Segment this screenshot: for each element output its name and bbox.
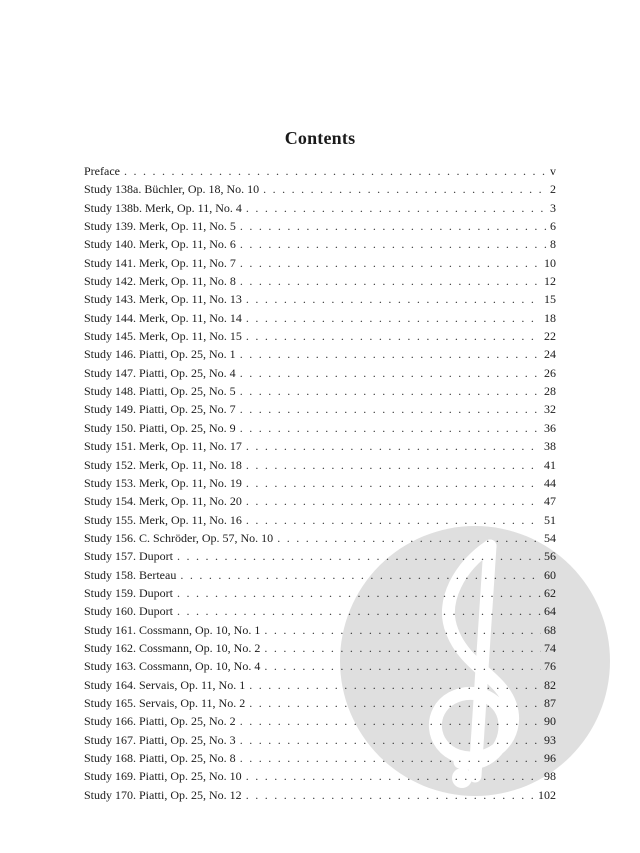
toc-entry bbox=[84, 511, 556, 529]
toc-entry-page-number: 74 bbox=[544, 640, 556, 655]
toc-entry-title: Study 147. Piatti, Op. 25, No. 4 bbox=[84, 365, 236, 380]
toc-entry-page-number: 32 bbox=[544, 402, 556, 417]
toc-entry-title: Study 138b. Merk, Op. 11, No. 4 bbox=[84, 200, 242, 215]
toc-entry-title: Study 142. Merk, Op. 11, No. 8 bbox=[84, 274, 236, 289]
toc-entry-title: Study 163. Cossmann, Op. 10, No. 4 bbox=[84, 659, 261, 674]
toc-entry-title: Study 151. Merk, Op. 11, No. 17 bbox=[84, 439, 242, 454]
dot-leader bbox=[264, 657, 541, 675]
toc-entry-page-number: 60 bbox=[544, 567, 556, 582]
toc-entry bbox=[84, 199, 556, 217]
dot-leader bbox=[177, 584, 541, 602]
toc-entry-page-number: 22 bbox=[544, 329, 556, 344]
dot-leader bbox=[240, 749, 541, 767]
toc-entry-page-number: 38 bbox=[544, 439, 556, 454]
toc-entry-page-number: 102 bbox=[538, 787, 556, 802]
toc-entry bbox=[84, 731, 556, 749]
toc-entry-page-number: 15 bbox=[544, 292, 556, 307]
dot-leader bbox=[264, 621, 541, 639]
toc-entry bbox=[84, 272, 556, 290]
toc-entry-page-number: 90 bbox=[544, 714, 556, 729]
toc-entry-page-number: 12 bbox=[544, 274, 556, 289]
dot-leader bbox=[246, 786, 535, 804]
dot-leader bbox=[249, 676, 541, 694]
dot-leader bbox=[240, 382, 541, 400]
toc-entry bbox=[84, 456, 556, 474]
toc-entry bbox=[84, 437, 556, 455]
toc-entry bbox=[84, 621, 556, 639]
toc-entry bbox=[84, 676, 556, 694]
toc-entry-title: Study 168. Piatti, Op. 25, No. 8 bbox=[84, 751, 236, 765]
toc-entry-page-number: 28 bbox=[544, 384, 556, 399]
toc-entry-title: Study 146. Piatti, Op. 25, No. 1 bbox=[84, 347, 236, 362]
toc-entry-page-number: 64 bbox=[544, 604, 556, 619]
page-title: Contents bbox=[284, 128, 356, 149]
toc-entry bbox=[84, 162, 556, 180]
toc-entry bbox=[84, 180, 556, 198]
dot-leader bbox=[240, 731, 541, 749]
dot-leader bbox=[246, 456, 541, 474]
dot-leader bbox=[246, 767, 541, 785]
toc-entry bbox=[84, 217, 556, 235]
dot-leader bbox=[240, 345, 541, 363]
toc-entry bbox=[84, 657, 556, 675]
toc-entry bbox=[84, 584, 556, 602]
toc-entry-page-number: 62 bbox=[544, 585, 556, 600]
dot-leader bbox=[240, 364, 541, 382]
toc-entry bbox=[84, 566, 556, 584]
toc-entry-page-number: 3 bbox=[550, 200, 556, 215]
toc-entry-page-number: 87 bbox=[544, 695, 556, 710]
toc-entry-title: Study 167. Piatti, Op. 25, No. 3 bbox=[84, 732, 236, 747]
toc-entry-page-number: 51 bbox=[544, 512, 556, 527]
toc-entry bbox=[84, 419, 556, 437]
toc-entry-title: Study 165. Servais, Op. 11, No. 2 bbox=[84, 695, 246, 710]
toc-entry-page-number: 10 bbox=[544, 255, 556, 270]
toc-entry-page-number: 96 bbox=[544, 751, 556, 765]
toc-entry-title: Study 141. Merk, Op. 11, No. 7 bbox=[84, 255, 236, 270]
toc-entry-page-number: 54 bbox=[544, 530, 556, 545]
toc-entry-page-number: 18 bbox=[544, 310, 556, 325]
toc-entry-title: Study 162. Cossmann, Op. 10, No. 2 bbox=[84, 640, 261, 655]
toc-entry bbox=[84, 327, 556, 345]
toc-entry-title: Study 155. Merk, Op. 11, No. 16 bbox=[84, 512, 242, 527]
dot-leader bbox=[246, 199, 547, 217]
toc-entry bbox=[84, 639, 556, 657]
toc-entry-page-number: 93 bbox=[544, 732, 556, 747]
toc-entry-title: Study 154. Merk, Op. 11, No. 20 bbox=[84, 494, 242, 509]
toc-entry-title: Study 156. C. Schröder, Op. 57, No. 10 bbox=[84, 530, 274, 545]
dot-leader bbox=[246, 327, 541, 345]
dot-leader bbox=[246, 309, 541, 327]
toc-entry-title: Study 148. Piatti, Op. 25, No. 5 bbox=[84, 384, 236, 399]
dot-leader bbox=[246, 290, 541, 308]
toc-entry-title: Study 140. Merk, Op. 11, No. 6 bbox=[84, 237, 236, 252]
toc-entry-title: Study 152. Merk, Op. 11, No. 18 bbox=[84, 457, 242, 472]
toc-entry-title: Study 160. Duport bbox=[84, 604, 174, 619]
toc-entry-page-number: 8 bbox=[550, 237, 556, 252]
toc-entry-title: Study 139. Merk, Op. 11, No. 5 bbox=[84, 219, 236, 234]
dot-leader bbox=[246, 437, 541, 455]
toc-entry-title: Study 158. Berteau bbox=[84, 567, 177, 582]
toc-entry bbox=[84, 309, 556, 327]
dot-leader bbox=[277, 529, 541, 547]
toc-entry-title: Study 143. Merk, Op. 11, No. 13 bbox=[84, 292, 242, 307]
dot-leader bbox=[240, 217, 547, 235]
toc-entry-title: Study 170. Piatti, Op. 25, No. 12 bbox=[84, 787, 242, 802]
toc-entry-page-number: 41 bbox=[544, 457, 556, 472]
toc-entry-page-number: 44 bbox=[544, 475, 556, 490]
dot-leader bbox=[240, 235, 547, 253]
toc-entry-page-number: 76 bbox=[544, 659, 556, 674]
dot-leader bbox=[246, 511, 541, 529]
dot-leader bbox=[264, 639, 541, 657]
toc-entry-title: Study 145. Merk, Op. 11, No. 15 bbox=[84, 329, 242, 344]
toc-entry-page-number: 6 bbox=[550, 219, 556, 234]
dot-leader bbox=[263, 180, 547, 198]
dot-leader bbox=[124, 162, 547, 180]
toc-entry bbox=[84, 547, 556, 565]
toc-entry-page-number: 36 bbox=[544, 420, 556, 435]
toc-entry bbox=[84, 694, 556, 712]
toc-entry bbox=[84, 767, 556, 785]
toc-entry-title: Study 161. Cossmann, Op. 10, No. 1 bbox=[84, 622, 261, 637]
toc-entry-title: Study 169. Piatti, Op. 25, No. 10 bbox=[84, 769, 242, 784]
toc-entry bbox=[84, 345, 556, 363]
toc-entry bbox=[84, 400, 556, 418]
toc-entry-title: Study 153. Merk, Op. 11, No. 19 bbox=[84, 475, 242, 490]
toc-entry-page-number: 56 bbox=[544, 549, 556, 564]
toc-entry-page-number: 68 bbox=[544, 622, 556, 637]
toc-entry bbox=[84, 492, 556, 510]
dot-leader bbox=[240, 254, 541, 272]
toc-entry bbox=[84, 712, 556, 730]
toc-entry bbox=[84, 749, 556, 767]
toc-entry-page-number: 24 bbox=[544, 347, 556, 362]
toc-entry bbox=[84, 529, 556, 547]
dot-leader bbox=[240, 419, 541, 437]
dot-leader bbox=[246, 492, 541, 510]
toc-entry bbox=[84, 382, 556, 400]
dot-leader bbox=[246, 474, 541, 492]
toc-entry-title: Study 144. Merk, Op. 11, No. 14 bbox=[84, 310, 242, 325]
toc-entry bbox=[84, 254, 556, 272]
toc-entry-title: Preface bbox=[84, 164, 120, 178]
toc-entry bbox=[84, 474, 556, 492]
toc-entry bbox=[84, 235, 556, 253]
toc-entry bbox=[84, 290, 556, 308]
dot-leader bbox=[240, 272, 541, 290]
dot-leader bbox=[177, 602, 541, 620]
toc-entry bbox=[84, 602, 556, 620]
toc-entry-title: Study 166. Piatti, Op. 25, No. 2 bbox=[84, 714, 236, 729]
toc-entry-page-number: 26 bbox=[544, 365, 556, 380]
toc-entry bbox=[84, 364, 556, 382]
toc-entry-title: Study 150. Piatti, Op. 25, No. 9 bbox=[84, 420, 236, 435]
toc-entry-title: Study 159. Duport bbox=[84, 585, 174, 600]
toc-entry-page-number: v bbox=[550, 164, 556, 178]
toc-entry-page-number: 2 bbox=[550, 182, 556, 197]
toc-entry-page-number: 82 bbox=[544, 677, 556, 692]
toc-entry bbox=[84, 786, 556, 804]
dot-leader bbox=[177, 547, 541, 565]
toc-entry-title: Study 138a. Büchler, Op. 18, No. 10 bbox=[84, 182, 260, 197]
toc-entry-page-number: 98 bbox=[544, 769, 556, 784]
dot-leader bbox=[240, 712, 541, 730]
dot-leader bbox=[240, 400, 541, 418]
toc-entry-page-number: 47 bbox=[544, 494, 556, 509]
table-of-contents bbox=[84, 162, 556, 804]
toc-entry-title: Study 149. Piatti, Op. 25, No. 7 bbox=[84, 402, 236, 417]
dot-leader bbox=[249, 694, 541, 712]
toc-entry-title: Study 164. Servais, Op. 11, No. 1 bbox=[84, 677, 246, 692]
toc-entry-title: Study 157. Duport bbox=[84, 549, 174, 564]
dot-leader bbox=[180, 566, 541, 584]
